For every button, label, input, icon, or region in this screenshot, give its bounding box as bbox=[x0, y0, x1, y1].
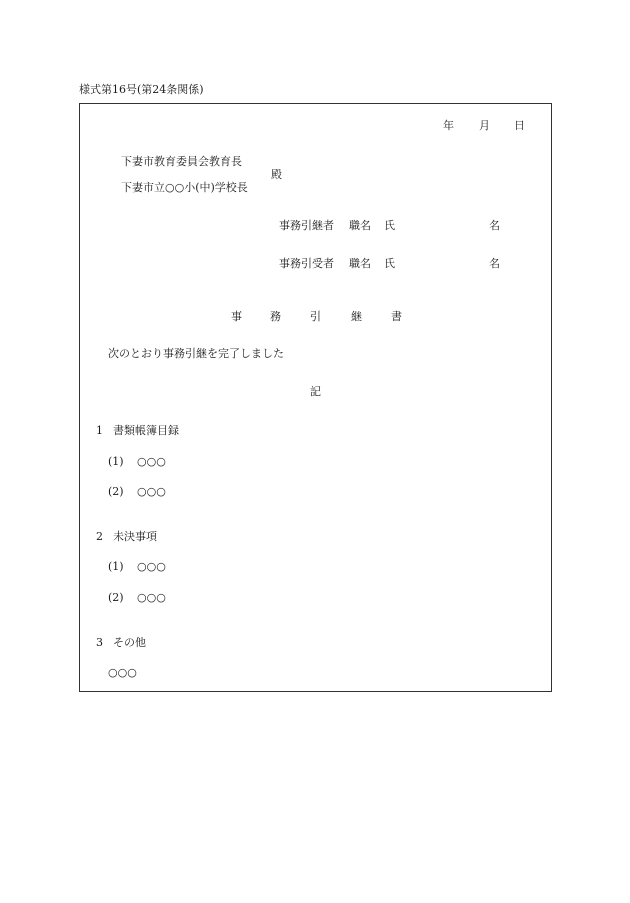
item-label: (2) bbox=[108, 591, 124, 604]
section-number: 3 bbox=[96, 636, 103, 649]
doc-title-char: 引 bbox=[310, 310, 321, 323]
handover-from-name-label-a: 氏 bbox=[384, 219, 395, 232]
item-label: (2) bbox=[108, 485, 124, 498]
handover-to-name-label-b: 名 bbox=[489, 257, 500, 270]
handover-to-title-label: 職名 bbox=[349, 257, 371, 270]
item-value: ○○○ bbox=[137, 455, 166, 468]
section-heading: 未決事項 bbox=[113, 530, 157, 543]
item-value: ○○○ bbox=[137, 560, 166, 573]
handover-from-title-label: 職名 bbox=[349, 219, 371, 232]
form-number-label: 様式第16号(第24条関係) bbox=[79, 83, 204, 96]
handover-from-role: 事務引継者 bbox=[279, 219, 334, 232]
addressee-honorific: 殿 bbox=[271, 168, 282, 181]
section-body: ○○○ bbox=[108, 666, 137, 679]
doc-title-char: 継 bbox=[351, 310, 362, 323]
section-number: 2 bbox=[96, 530, 103, 543]
item-value: ○○○ bbox=[137, 485, 166, 498]
date-month: 月 bbox=[479, 119, 490, 132]
handover-to-role: 事務引受者 bbox=[279, 257, 334, 270]
section-heading: 書類帳簿目録 bbox=[113, 424, 179, 437]
doc-title-char: 書 bbox=[391, 310, 402, 323]
completion-statement: 次のとおり事務引継を完了しました bbox=[108, 347, 284, 360]
date-day: 日 bbox=[514, 119, 525, 132]
ki-marker: 記 bbox=[310, 385, 321, 398]
date-year: 年 bbox=[443, 119, 454, 132]
item-label: (1) bbox=[108, 455, 124, 468]
handover-from-name-label-b: 名 bbox=[489, 219, 500, 232]
item-value: ○○○ bbox=[137, 591, 166, 604]
item-label: (1) bbox=[108, 560, 124, 573]
section-heading: その他 bbox=[113, 636, 146, 649]
addressee-board-of-education: 下妻市教育委員会教育長 bbox=[121, 155, 242, 168]
doc-title-char: 務 bbox=[270, 310, 281, 323]
addressee-school-principal: 下妻市立○○小(中)学校長 bbox=[121, 181, 248, 194]
section-number: 1 bbox=[96, 424, 103, 437]
doc-title-char: 事 bbox=[231, 310, 242, 323]
handover-to-name-label-a: 氏 bbox=[384, 257, 395, 270]
